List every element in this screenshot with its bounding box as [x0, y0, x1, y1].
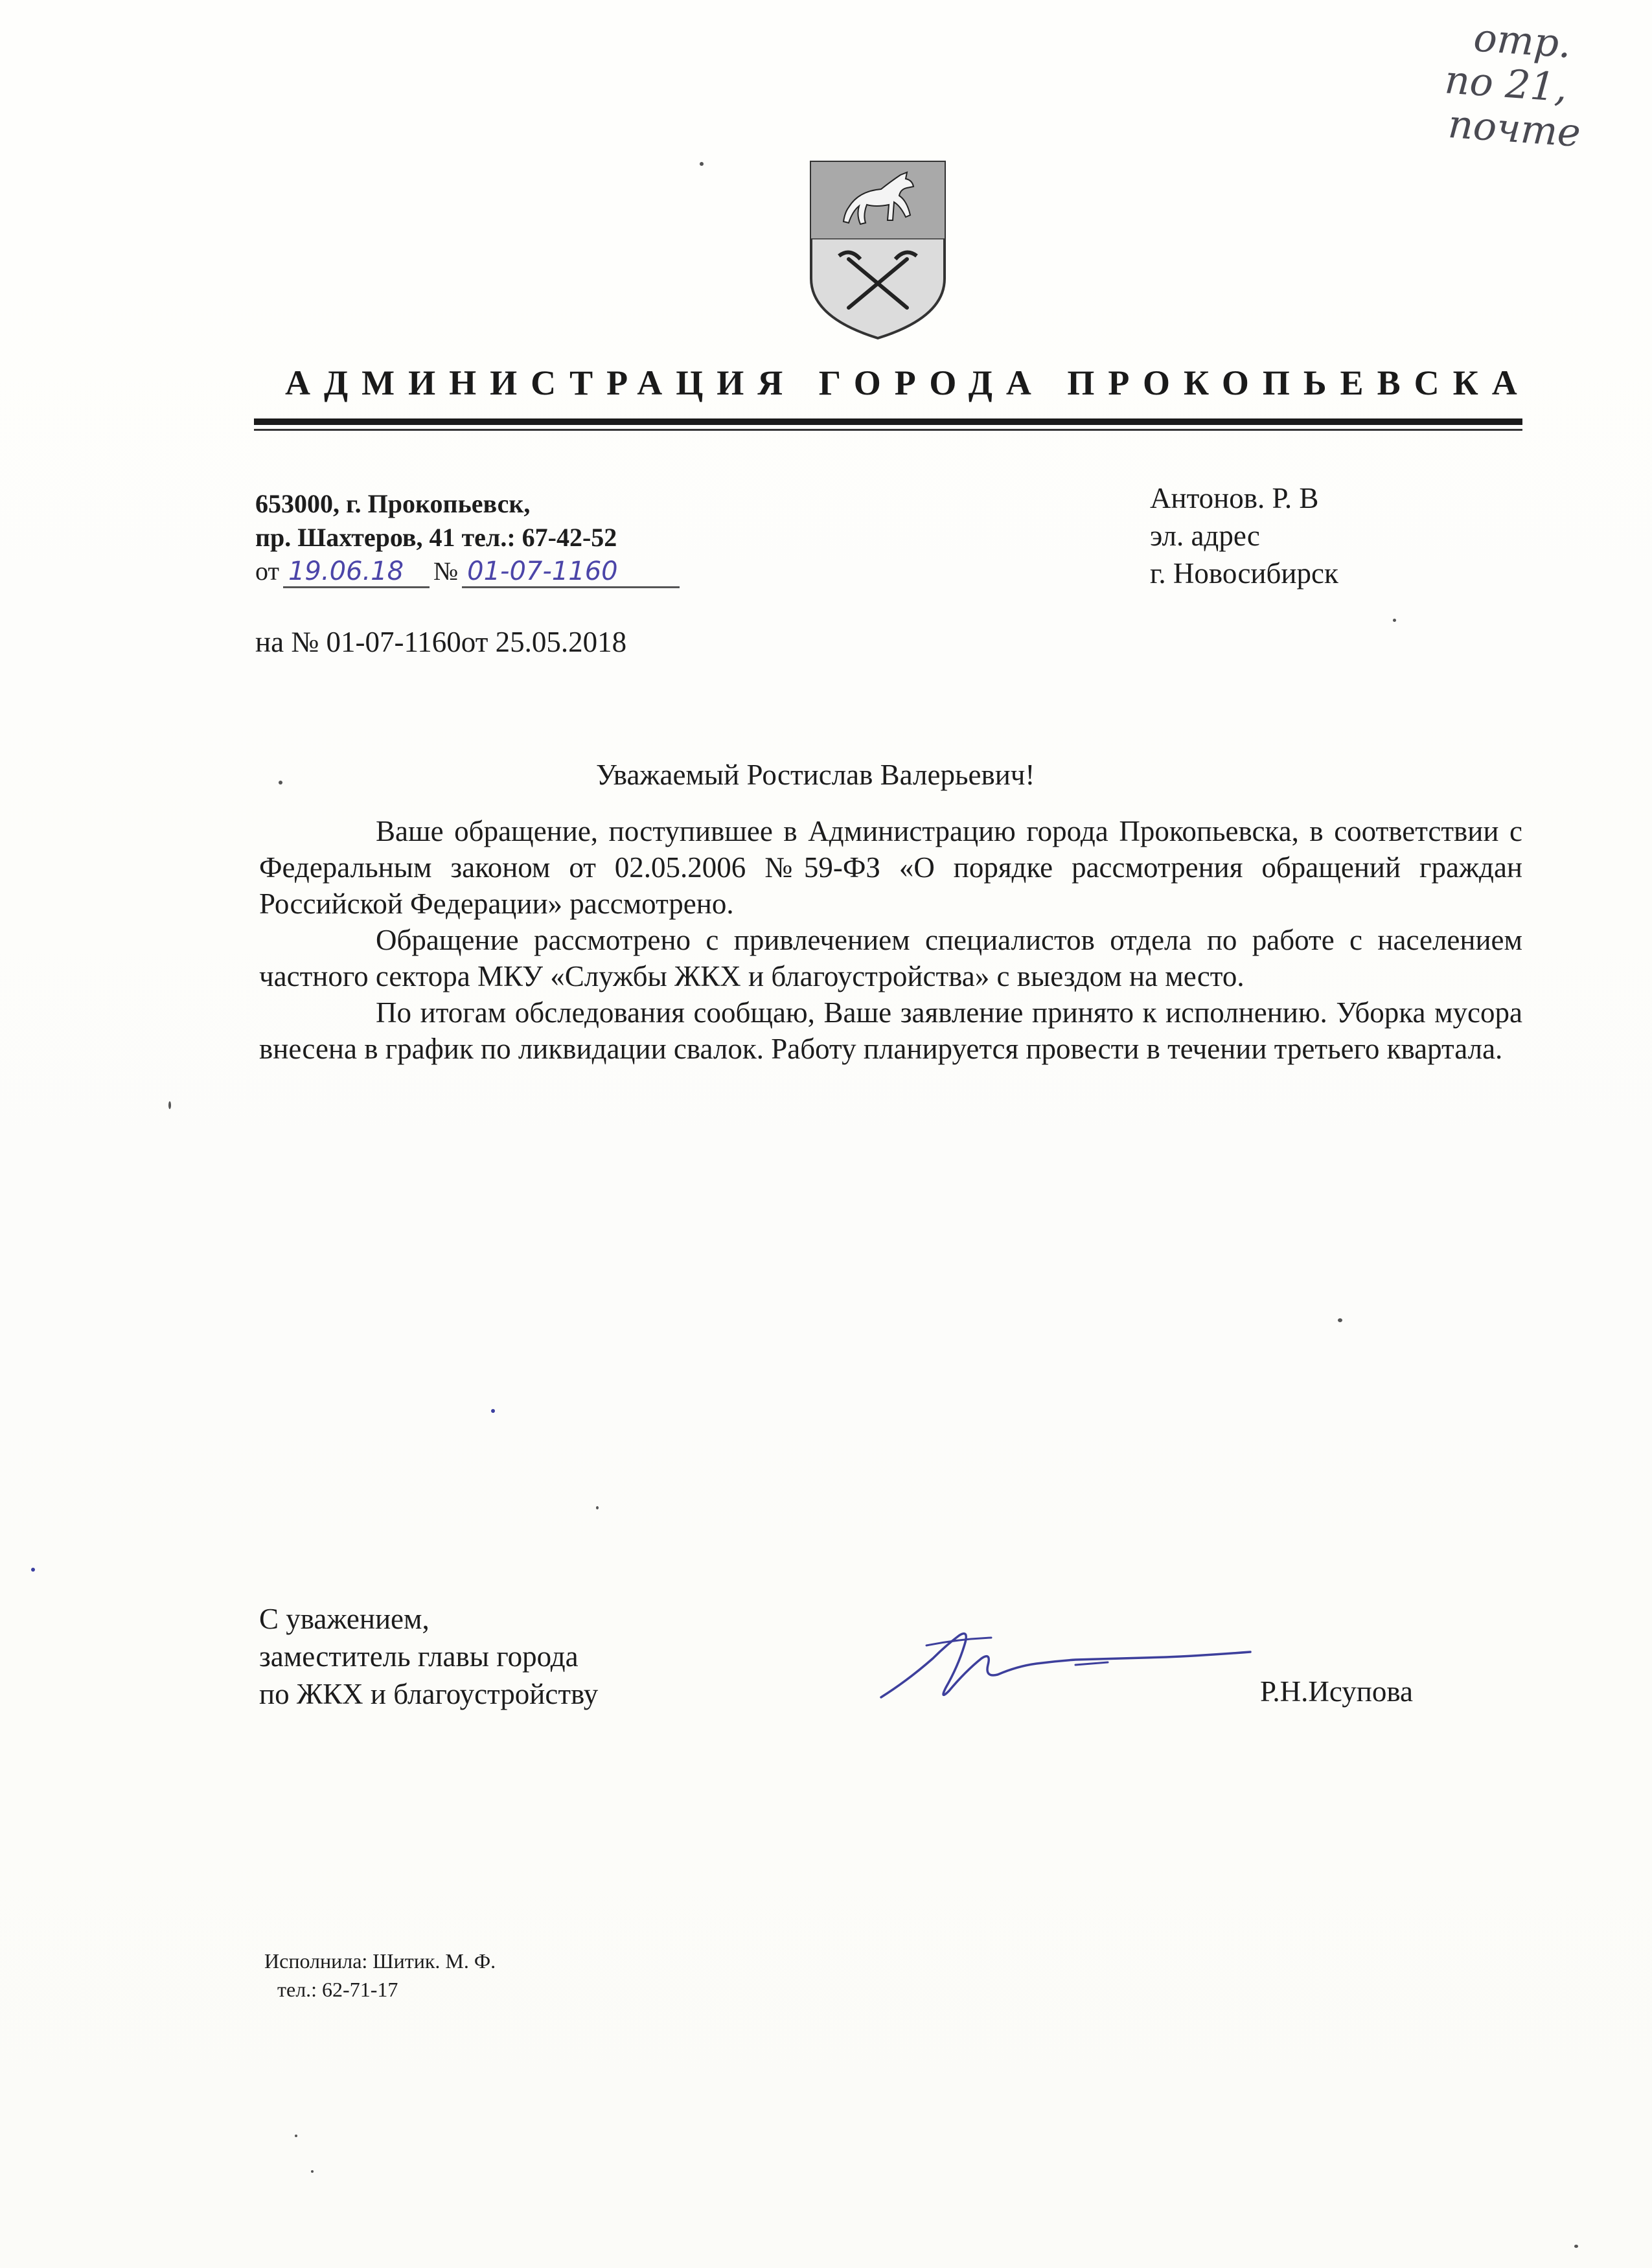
ref-from-label: от: [255, 556, 279, 586]
handwritten-note: [1440, 14, 1611, 157]
scan-speck: [1574, 2245, 1578, 2248]
scan-speck: [311, 2170, 314, 2173]
closing-regards: С уважением,: [259, 1603, 430, 1635]
handwritten-note-line: по 21,: [1443, 57, 1569, 111]
handwritten-signature: [862, 1620, 1276, 1717]
handwritten-note-line: почте: [1447, 101, 1582, 156]
organization-title: АДМИНИСТРАЦИЯ ГОРОДА ПРОКОПЬЕВСКА: [285, 363, 1531, 402]
signer-position-line2: по ЖКХ и благоустройству: [259, 1678, 599, 1710]
closing-block: [259, 1600, 598, 1713]
city-coat-of-arms-icon: [803, 155, 952, 343]
ref-number-label: №: [433, 556, 459, 586]
body-paragraph: По итогам обследования сообщаю, Ваше заявление принято к исполнению. Уборка мусора внесена в график по ликвидации свалок. Работу планируется провести в течении третьего квартала.: [259, 996, 1522, 1065]
scan-speck: [491, 1409, 495, 1413]
scan-speck: [1393, 619, 1396, 622]
body-paragraph: Обращение рассмотрено с привлечением специалистов отдела по работе с населением частного сектора МКУ «Службы ЖКХ и благоустройства» с выездом на место.: [259, 924, 1522, 992]
salutation: Уважаемый Ростислав Валерьевич!: [596, 759, 1035, 791]
recipient-block: [1150, 479, 1338, 592]
sender-block: [255, 487, 680, 588]
incoming-reference: на № 01-07-1160от 25.05.2018: [255, 626, 627, 658]
executor-name: Исполнила: Шитик. М. Ф.: [264, 1949, 496, 1973]
scan-speck: [596, 1506, 599, 1509]
executor-block: [264, 1947, 496, 2004]
scan-speck: [700, 162, 704, 166]
header-divider: [254, 418, 1522, 425]
handwritten-note-line: отр.: [1472, 15, 1573, 67]
scan-speck: [279, 781, 282, 785]
recipient-city: г. Новосибирск: [1150, 557, 1338, 590]
signer-name: Р.Н.Исупова: [1260, 1675, 1413, 1708]
scan-speck: [1338, 1318, 1342, 1322]
recipient-email-label: эл. адрес: [1150, 520, 1260, 552]
recipient-name: Антонов. Р. В: [1150, 482, 1319, 514]
letter-body: [259, 813, 1522, 1067]
header-divider-thin: [254, 429, 1522, 431]
scan-speck: [295, 2135, 297, 2137]
scan-speck: [168, 1101, 171, 1109]
sender-address-line1: 653000, г. Прокопьевск,: [255, 489, 531, 518]
sender-address-line2: пр. Шахтеров, 41 тел.: 67-42-52: [255, 523, 617, 552]
ref-number-handwritten: 01-07-1160: [462, 556, 680, 588]
body-paragraph: Ваше обращение, поступившее в Администрацию города Прокопьевска, в соответствии с Федеральным законом от 02.05.2006 №59-ФЗ «О порядке рассмотрения обращений граждан Российской Федерации» рассмотрено.: [259, 815, 1522, 920]
outgoing-reference: [255, 555, 680, 588]
ref-date-handwritten: 19.06.18: [283, 556, 430, 588]
signer-position: заместитель главы города: [259, 1640, 579, 1673]
scan-speck: [31, 1568, 35, 1572]
executor-phone: тел.: 62-71-17: [277, 1978, 398, 2001]
